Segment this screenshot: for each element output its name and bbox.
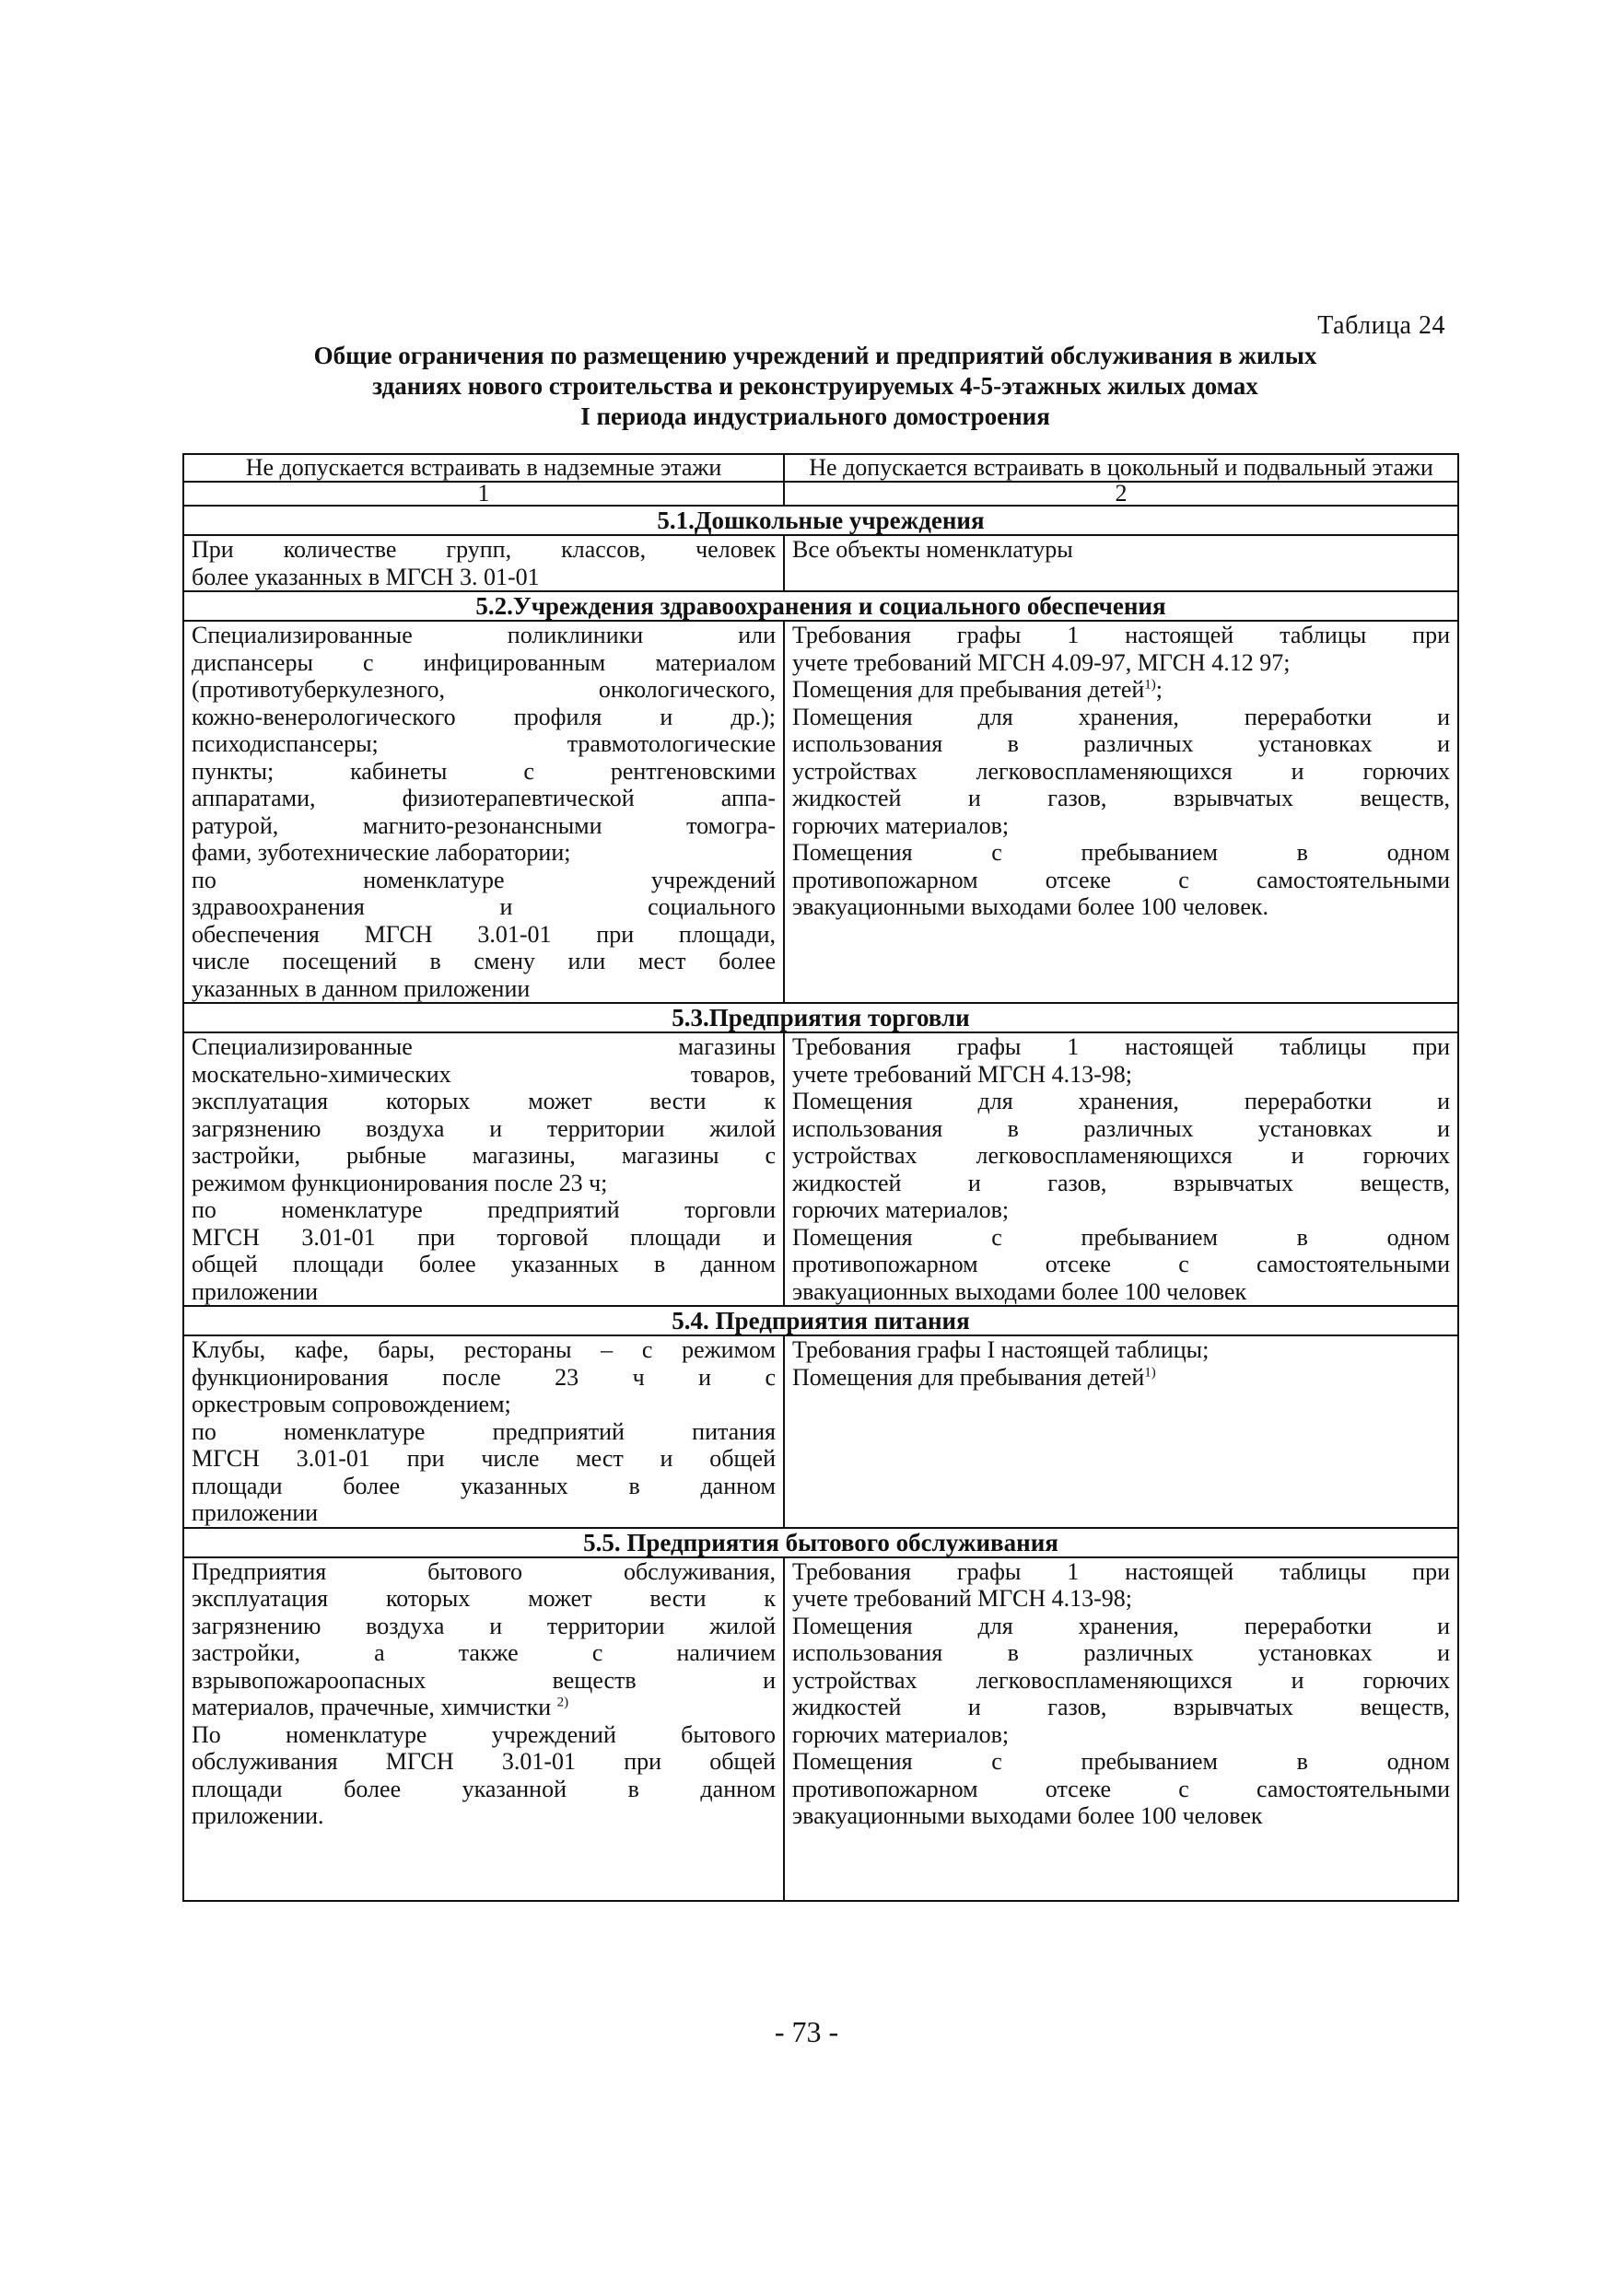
line: жидкостей и газов, взрывчатых веществ, bbox=[792, 785, 1450, 811]
table-title bbox=[175, 341, 1455, 432]
line: загрязнению воздуха и территории жилой bbox=[192, 1114, 776, 1142]
cell-spacer bbox=[792, 1830, 1450, 1869]
table-row bbox=[183, 1557, 1458, 1901]
line: горючих материалов; bbox=[792, 1720, 1010, 1748]
line: При количестве групп, классов, человек bbox=[192, 536, 776, 563]
line: указанных в данном приложении bbox=[192, 974, 531, 1002]
line: диспансеры с инфицированным материалом bbox=[192, 648, 776, 676]
line: учете требований МГСН 4.09-97, МГСН 4.12 97; bbox=[792, 648, 1291, 676]
line: Помещения с пребыванием в одном bbox=[792, 1223, 1450, 1251]
section-row bbox=[183, 1306, 1458, 1335]
line: обеспечения МГСН 3.01-01 при площади, bbox=[192, 920, 776, 948]
line: эксплуатация которых может вести к bbox=[192, 1585, 776, 1612]
line: функционирования после 23 ч и с bbox=[192, 1363, 776, 1391]
line: жидкостей и газов, взрывчатых веществ, bbox=[792, 1169, 1450, 1196]
line: учете требований МГСН 4.13-98; bbox=[792, 1060, 1132, 1088]
line: по номенклатуре учреждений bbox=[192, 866, 776, 893]
section-title: 5.3.Предприятия торговли bbox=[183, 1003, 1458, 1032]
line: МГСН 3.01-01 при торговой площади и bbox=[192, 1223, 776, 1251]
line: Помещения для хранения, переработки и bbox=[792, 1612, 1450, 1639]
line: Предприятия бытового обслуживания, bbox=[192, 1557, 776, 1585]
column-number-right: 2 bbox=[784, 482, 1458, 506]
line: эвакуационными выходами более 100 человек bbox=[792, 1802, 1263, 1829]
line: жидкостей и газов, взрывчатых веществ, bbox=[792, 1694, 1450, 1720]
line: москательно-химических товаров, bbox=[192, 1060, 776, 1088]
line: эвакуационных выходами более 100 человек bbox=[792, 1277, 1247, 1305]
section-row bbox=[183, 1528, 1458, 1557]
line: общей площади более указанных в данном bbox=[192, 1251, 776, 1277]
line-text: материалов, прачечные, химчистки bbox=[192, 1694, 552, 1720]
right-cell bbox=[784, 621, 1458, 1003]
right-cell bbox=[784, 1557, 1458, 1901]
left-cell bbox=[183, 1335, 784, 1528]
line: По номенклатуре учреждений бытового bbox=[192, 1720, 776, 1748]
line: Клубы, кафе, бары, рестораны – с режимом bbox=[192, 1336, 776, 1363]
table-row bbox=[183, 535, 1458, 591]
line: использования в различных установках и bbox=[792, 730, 1450, 757]
line: эвакуационными выходами более 100 человек. bbox=[792, 893, 1269, 920]
line: обслуживания МГСН 3.01-01 при общей bbox=[192, 1748, 776, 1775]
line: более указанных в МГСН 3. 01-01 bbox=[192, 563, 540, 590]
title-line: Общие ограничения по размещению учреждений и предприятий обслуживания в жилых bbox=[313, 342, 1317, 369]
line-text: Помещения для пребывания детей bbox=[792, 676, 1145, 703]
line: оркестровым сопровождением; bbox=[192, 1391, 511, 1417]
line: противопожарном отсеке с самостоятельными bbox=[792, 1775, 1450, 1802]
line: застройки, рыбные магазины, магазины с bbox=[192, 1142, 776, 1169]
line: Требования графы 1 настоящей таблицы при bbox=[792, 622, 1450, 648]
table-row bbox=[183, 1335, 1458, 1528]
line: Требования графы 1 настоящей таблицы при bbox=[792, 1557, 1450, 1585]
footnote-mark: 2) bbox=[556, 1695, 569, 1710]
section-title: 5.4. Предприятия питания bbox=[183, 1306, 1458, 1335]
restrictions-table bbox=[182, 453, 1459, 1902]
column-number-row bbox=[183, 482, 1458, 506]
line: застройки, а также с наличием bbox=[192, 1639, 776, 1666]
line bbox=[192, 1694, 776, 1721]
section-row bbox=[183, 506, 1458, 535]
line: режимом функционирования после 23 ч; bbox=[192, 1169, 608, 1196]
left-cell bbox=[183, 1032, 784, 1306]
line bbox=[792, 1364, 1450, 1392]
line bbox=[792, 676, 1450, 704]
line: числе посещений в смену или мест более bbox=[192, 948, 776, 974]
line: Помещения с пребыванием в одном bbox=[792, 839, 1450, 866]
table-row bbox=[183, 1032, 1458, 1306]
line: устройствах легковоспламеняющихся и горючих bbox=[792, 1666, 1450, 1694]
line: площади более указанной в данном bbox=[192, 1775, 776, 1802]
left-cell bbox=[183, 621, 784, 1003]
line: аппаратами, физиотерапевтической аппа- bbox=[192, 785, 776, 811]
page-number: - 73 - bbox=[774, 2015, 839, 2048]
line: загрязнению воздуха и территории жилой bbox=[192, 1612, 776, 1639]
line: пункты; кабинеты с рентгеновскими bbox=[192, 757, 776, 785]
line: Все объекты номенклатуры bbox=[792, 536, 1073, 563]
line: МГСН 3.01-01 при числе мест и общей bbox=[192, 1445, 776, 1472]
section-row bbox=[183, 1003, 1458, 1032]
line: психодиспансеры; травмотологические bbox=[192, 730, 776, 757]
line: по номенклатуре предприятий питания bbox=[192, 1417, 776, 1445]
line: ратурой, магнито-резонансными томогра- bbox=[192, 811, 776, 839]
line: горючих материалов; bbox=[792, 811, 1010, 839]
line: использования в различных установках и bbox=[792, 1114, 1450, 1142]
column-header-left: Не допускается встраивать в надземные этажи bbox=[183, 454, 784, 482]
cell-spacer bbox=[192, 1830, 776, 1900]
line: противопожарном отсеке с самостоятельными bbox=[792, 866, 1450, 893]
line: Помещения для хранения, переработки и bbox=[792, 1088, 1450, 1114]
line: Требования графы I настоящей таблицы; bbox=[792, 1336, 1210, 1363]
section-title: 5.5. Предприятия бытового обслуживания bbox=[183, 1528, 1458, 1557]
right-cell bbox=[784, 1032, 1458, 1306]
line: приложении bbox=[192, 1499, 319, 1526]
line: устройствах легковоспламеняющихся и горючих bbox=[792, 757, 1450, 785]
table-row bbox=[183, 621, 1458, 1003]
line: Специализированные поликлиники или bbox=[192, 622, 776, 648]
line: Помещения для хранения, переработки и bbox=[792, 703, 1450, 730]
section-title: 5.2.Учреждения здравоохранения и социального обеспечения bbox=[183, 591, 1458, 621]
line: учете требований МГСН 4.13-98; bbox=[792, 1585, 1132, 1612]
line: горючих материалов; bbox=[792, 1196, 1010, 1223]
line: (противотуберкулезного, онкологического, bbox=[192, 676, 776, 703]
line: фами, зуботехнические лаборатории; bbox=[192, 839, 571, 866]
line: Помещения с пребыванием в одном bbox=[792, 1748, 1450, 1775]
footnote-mark: 1) bbox=[1144, 677, 1156, 693]
line: приложении bbox=[192, 1277, 319, 1305]
line: здравоохранения и социального bbox=[192, 893, 776, 920]
line: кожно-венерологического профиля и др.); bbox=[192, 703, 776, 730]
line: взрывопожароопасных веществ и bbox=[192, 1666, 776, 1694]
right-cell bbox=[784, 1335, 1458, 1528]
left-cell bbox=[183, 1557, 784, 1901]
line: Специализированные магазины bbox=[192, 1033, 776, 1060]
line: площади более указанных в данном bbox=[192, 1472, 776, 1499]
line: противопожарном отсеке с самостоятельными bbox=[792, 1251, 1450, 1277]
line: устройствах легковоспламеняющихся и горючих bbox=[792, 1142, 1450, 1169]
line-suffix: ; bbox=[1155, 676, 1163, 703]
line: эксплуатация которых может вести к bbox=[192, 1088, 776, 1114]
title-line: зданиях нового строительства и реконструируемых 4-5-этажных жилых домах bbox=[372, 372, 1258, 400]
line-text: Помещения для пребывания детей bbox=[792, 1363, 1145, 1391]
header-row bbox=[183, 454, 1458, 482]
footnote-mark: 1) bbox=[1144, 1364, 1156, 1380]
left-cell bbox=[183, 535, 784, 591]
line: использования в различных установках и bbox=[792, 1639, 1450, 1666]
section-title: 5.1.Дошкольные учреждения bbox=[183, 506, 1458, 535]
line: по номенклатуре предприятий торговли bbox=[192, 1196, 776, 1223]
right-cell bbox=[784, 535, 1458, 591]
line: Требования графы 1 настоящей таблицы при bbox=[792, 1033, 1450, 1060]
title-line: I периода индустриального домостроения bbox=[580, 402, 1050, 430]
line: приложении. bbox=[192, 1802, 324, 1829]
column-header-right: Не допускается встраивать в цокольный и подвальный этажи bbox=[784, 454, 1458, 482]
section-row bbox=[183, 591, 1458, 621]
table-number: Таблица 24 bbox=[1317, 311, 1445, 340]
column-number-left: 1 bbox=[183, 482, 784, 506]
